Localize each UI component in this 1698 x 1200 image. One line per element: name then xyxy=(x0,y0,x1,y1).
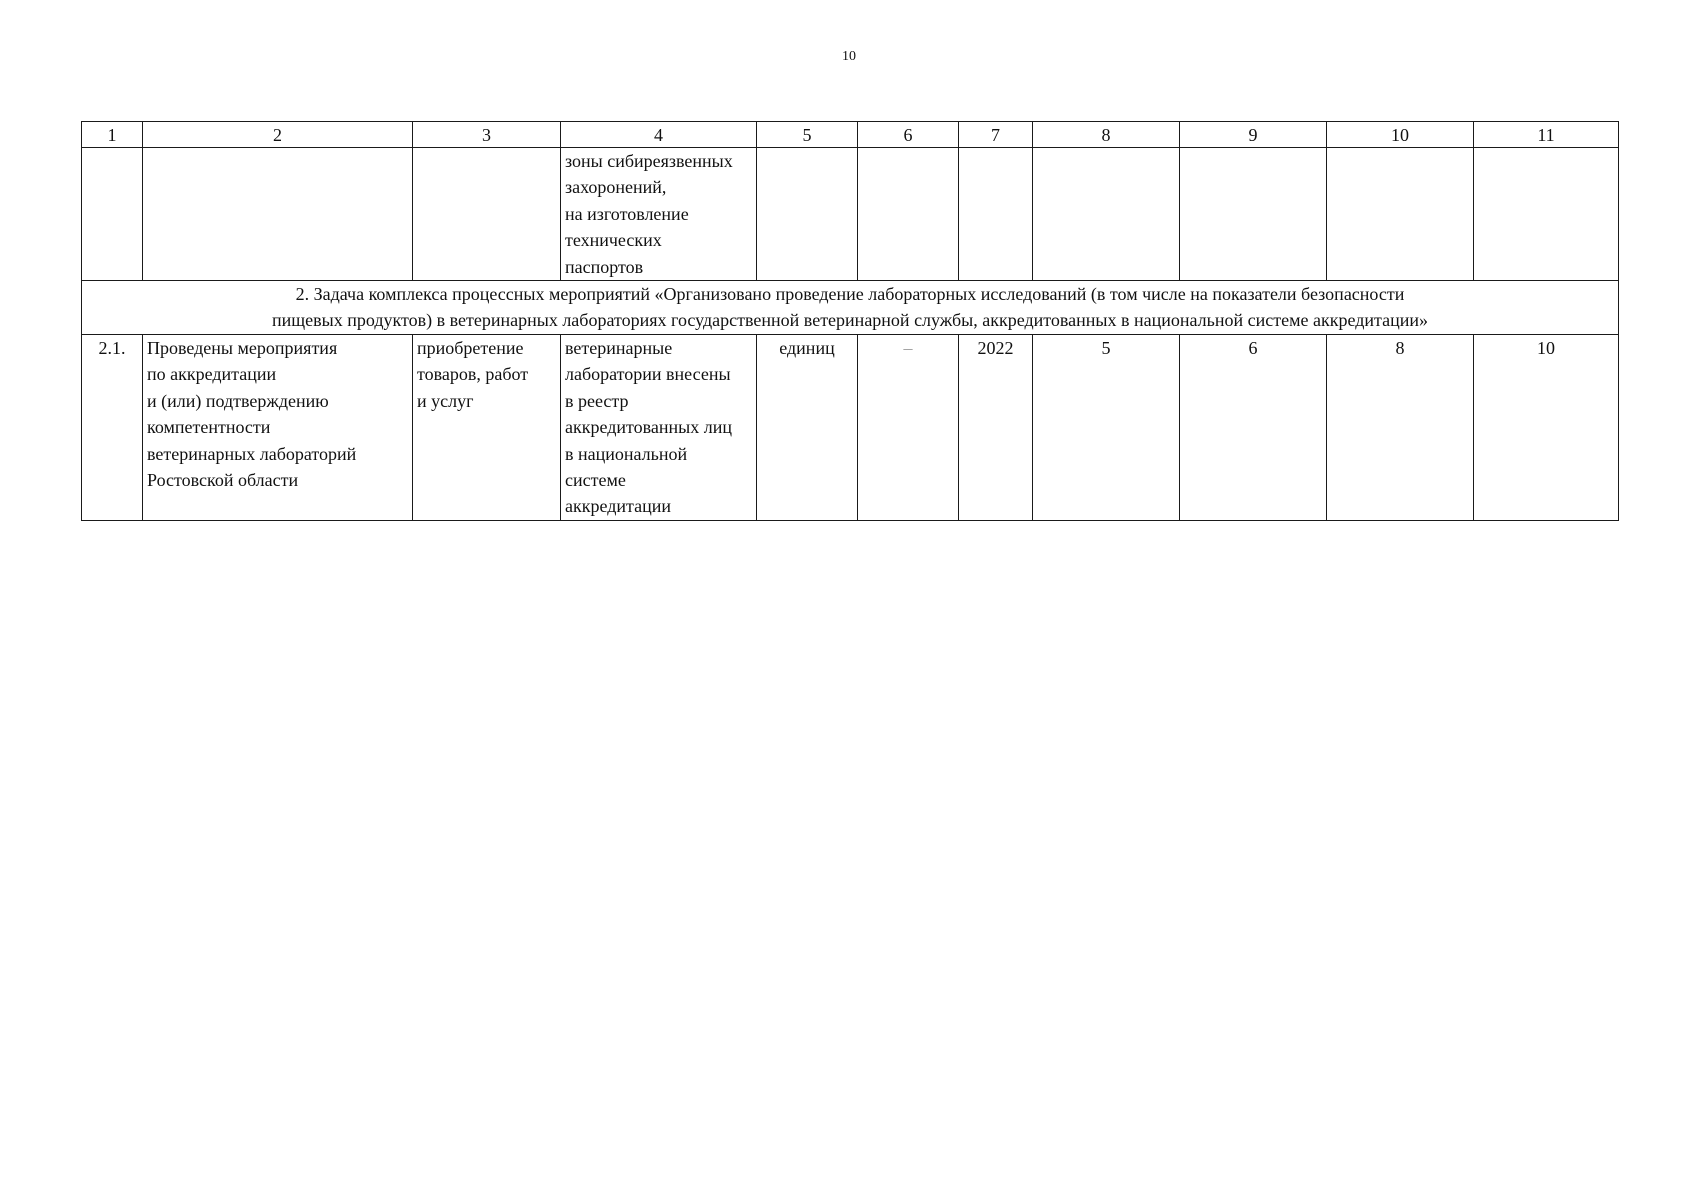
item-value-col11: 10 xyxy=(1474,335,1619,521)
item-value-col8: 5 xyxy=(1033,335,1180,521)
continuation-cell-11 xyxy=(1474,148,1619,281)
item-value-col9: 6 xyxy=(1180,335,1327,521)
continuation-cell-5 xyxy=(757,148,858,281)
continuation-cell-9 xyxy=(1180,148,1327,281)
continuation-text-line: захоронений, xyxy=(565,177,667,198)
continuation-cell-6 xyxy=(858,148,959,281)
item-name-cell xyxy=(143,335,413,521)
item-name-line: Проведены мероприятия xyxy=(147,338,338,359)
task-row xyxy=(82,281,1619,335)
continuation-cell-7 xyxy=(959,148,1033,281)
column-header-5: 5 xyxy=(757,122,858,148)
column-header-11: 11 xyxy=(1474,122,1619,148)
item-year: 2022 xyxy=(959,335,1033,521)
item-name-line: и (или) подтверждению xyxy=(147,390,329,411)
item-type-line: товаров, работ xyxy=(417,364,529,385)
item-value-col10: 8 xyxy=(1327,335,1474,521)
continuation-text-line: паспортов xyxy=(565,256,644,277)
item-name-line: компетентности xyxy=(147,417,271,438)
item-name-line: ветеринарных лабораторий xyxy=(147,443,357,464)
item-type-cell xyxy=(413,335,561,521)
item-characteristic-line: в реестр xyxy=(565,390,629,411)
measures-table xyxy=(81,121,1619,521)
column-header-9: 9 xyxy=(1180,122,1327,148)
continuation-row xyxy=(82,148,1619,281)
continuation-text-line: зоны сибиреязвенных xyxy=(565,151,733,171)
task-title-line-2: пищевых продуктов) в ветеринарных лабораториях государственной ветеринарной службы, аккредитованных в национальной системе аккредитации» xyxy=(272,310,1428,331)
column-header-6: 6 xyxy=(858,122,959,148)
item-characteristic-line: лаборатории внесены xyxy=(565,364,731,385)
item-characteristic-line: в национальной xyxy=(565,443,688,464)
continuation-text-line: на изготовление xyxy=(565,203,689,224)
item-characteristic-line: аккредитованных лиц xyxy=(565,417,733,438)
column-header-3: 3 xyxy=(413,122,561,148)
column-header-2: 2 xyxy=(143,122,413,148)
task-title-cell xyxy=(82,281,1619,335)
item-characteristic-line: аккредитации xyxy=(565,496,671,517)
continuation-cell-4 xyxy=(561,148,757,281)
continuation-cell-1 xyxy=(82,148,143,281)
item-base-value: – xyxy=(858,335,959,521)
item-name-line: Ростовской области xyxy=(147,470,299,491)
column-header-4: 4 xyxy=(561,122,757,148)
page-number: 10 xyxy=(842,49,856,64)
task-title-line-1: 2. Задача комплекса процессных мероприятий «Организовано проведение лабораторных исследований (в том числе на показатели безопасности xyxy=(295,284,1405,305)
column-header-7: 7 xyxy=(959,122,1033,148)
table-row xyxy=(82,335,1619,521)
item-unit: единиц xyxy=(757,335,858,521)
continuation-cell-8 xyxy=(1033,148,1180,281)
item-characteristic-cell xyxy=(561,335,757,521)
column-header-8: 8 xyxy=(1033,122,1180,148)
item-number: 2.1. xyxy=(82,335,143,521)
continuation-text-line: технических xyxy=(565,230,662,251)
continuation-cell-10 xyxy=(1327,148,1474,281)
item-characteristic-line: ветеринарные xyxy=(565,338,673,359)
column-header-10: 10 xyxy=(1327,122,1474,148)
item-type-line: приобретение xyxy=(417,338,524,359)
item-name-line: по аккредитации xyxy=(147,364,277,385)
item-type-line: и услуг xyxy=(417,390,474,411)
continuation-cell-3 xyxy=(413,148,561,281)
continuation-cell-2 xyxy=(143,148,413,281)
item-characteristic-line: системе xyxy=(565,470,626,491)
column-number-row xyxy=(82,122,1619,148)
column-header-1: 1 xyxy=(82,122,143,148)
